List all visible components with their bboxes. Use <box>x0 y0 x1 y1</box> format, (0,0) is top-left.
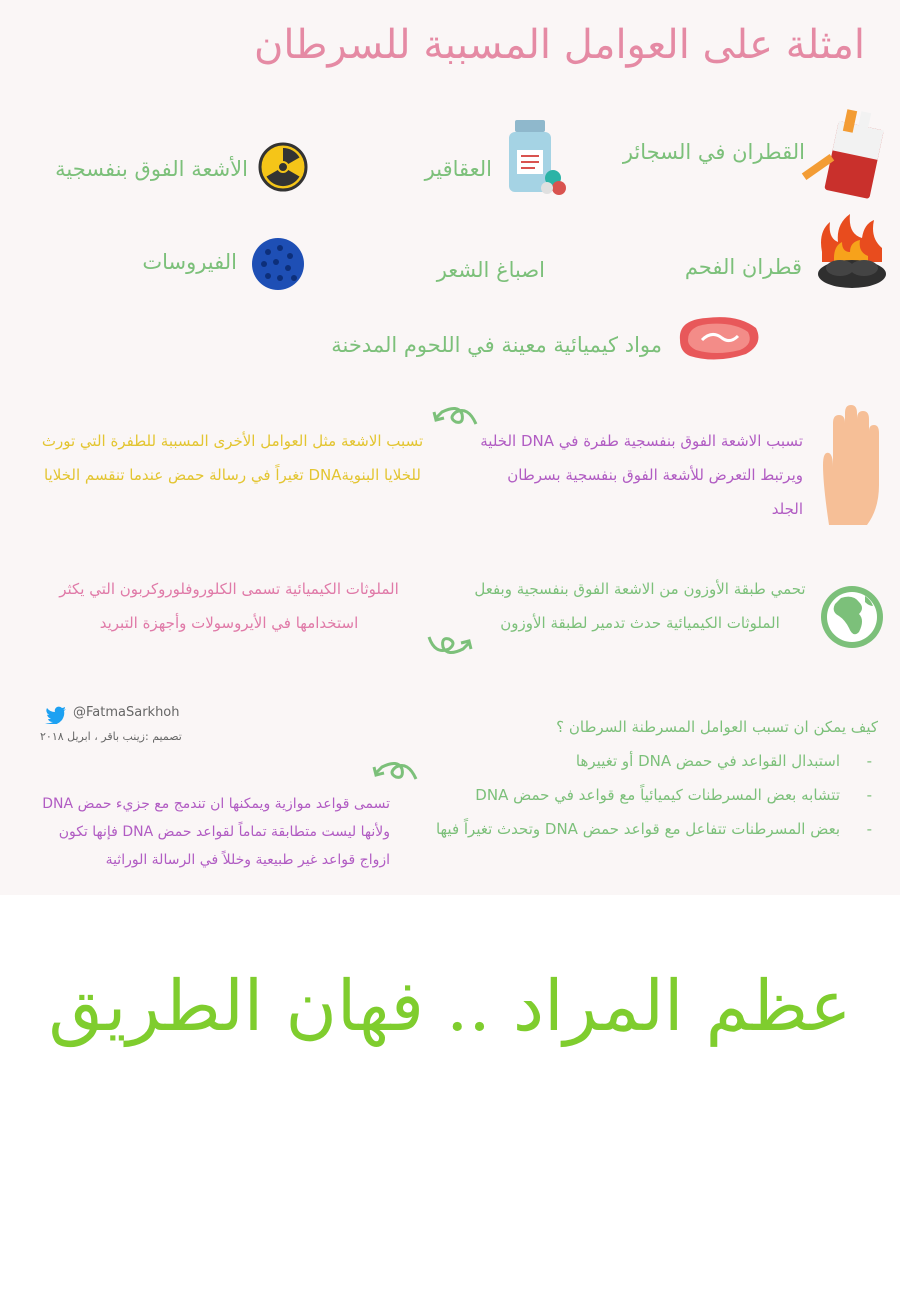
design-credit: تصميم :زينب باقر ، ابريل ٢٠١٨ <box>40 730 182 743</box>
answer-list <box>408 744 878 846</box>
globe-icon <box>819 584 885 650</box>
twitter-bird-icon <box>45 706 67 724</box>
uv-mutation-text: تسبب الاشعة الفوق بنفسجية طفرة في DNA الخلية ويرتبط التعرض للأشعة الفوق بنفسجية بسرطان الجلد <box>480 432 803 518</box>
label-hair-dye: اصباغ الشعر <box>436 258 545 282</box>
list-item: - بعض المسرطنات تتفاعل مع قواعد حمض DNA وتحدث تغيراً فيها <box>408 812 878 846</box>
ozone-pollutants-text: الملوثات الكيميائية تسمى الكلوروفلوروكربون التي يكثر استخدامها في الأيروسولات وأجهزة التبريد <box>59 580 399 632</box>
meat-icon <box>672 310 764 364</box>
curly-arrow-icon <box>372 757 420 791</box>
analog-bases-text: تسمى قواعد موازية ويمكنها ان تندمج مع جزيء حمض DNA ولأنها ليست متطابقة تماماً لقواعد حمض DNA فإنها تكون ازواج قواعد غير طبيعية وخللاً في الرسالة الوراثية <box>42 796 390 868</box>
label-coal-tar: قطران الفحم <box>684 255 802 279</box>
coal-fire-icon <box>812 212 888 290</box>
hand-icon <box>815 405 885 527</box>
label-drugs: العقاقير <box>424 157 492 181</box>
page-title: امثلة على العوامل المسببة للسرطان <box>254 22 865 68</box>
ozone-protection-text: تحمي طبقة الأوزون من الاشعة الفوق بنفسجية وبفعل الملوثات الكيميائية حدث تدمير لطبقة الأوزون <box>474 580 806 632</box>
label-tar-cigarettes: القطران في السجائر <box>622 140 805 164</box>
cigarette-pack-icon <box>793 105 888 200</box>
virus-icon <box>248 234 308 294</box>
question-block <box>408 710 878 846</box>
label-viruses: الفيروسات <box>142 250 237 274</box>
list-item: - استبدال القواعد في حمض DNA أو تغييرها <box>408 744 878 778</box>
motto-text: عظم المراد .. فهان الطريق <box>48 965 852 1047</box>
radiation-icon <box>258 142 308 192</box>
list-item: - تتشابه بعض المسرطنات كيميائياً مع قواعد في حمض DNA <box>408 778 878 812</box>
uv-inheritance-text: تسبب الاشعة مثل العوامل الأخرى المسببة للطفرة التي تورث للخلايا البنويةDNA تغيراً في رسالة حمض عندما تنقسم الخلايا <box>41 432 424 484</box>
curly-arrow-icon <box>432 402 480 436</box>
question-heading: كيف يمكن ان تسبب العوامل المسرطنة السرطان ؟ <box>556 718 878 736</box>
curly-arrow-icon <box>425 625 473 659</box>
pill-bottle-icon <box>505 118 567 196</box>
label-uv: الأشعة الفوق بنفسجية <box>55 157 248 181</box>
label-smoked-meat: مواد كيميائية معينة في اللحوم المدخنة <box>331 333 662 357</box>
twitter-handle[interactable]: @FatmaSarkhoh <box>73 705 180 720</box>
